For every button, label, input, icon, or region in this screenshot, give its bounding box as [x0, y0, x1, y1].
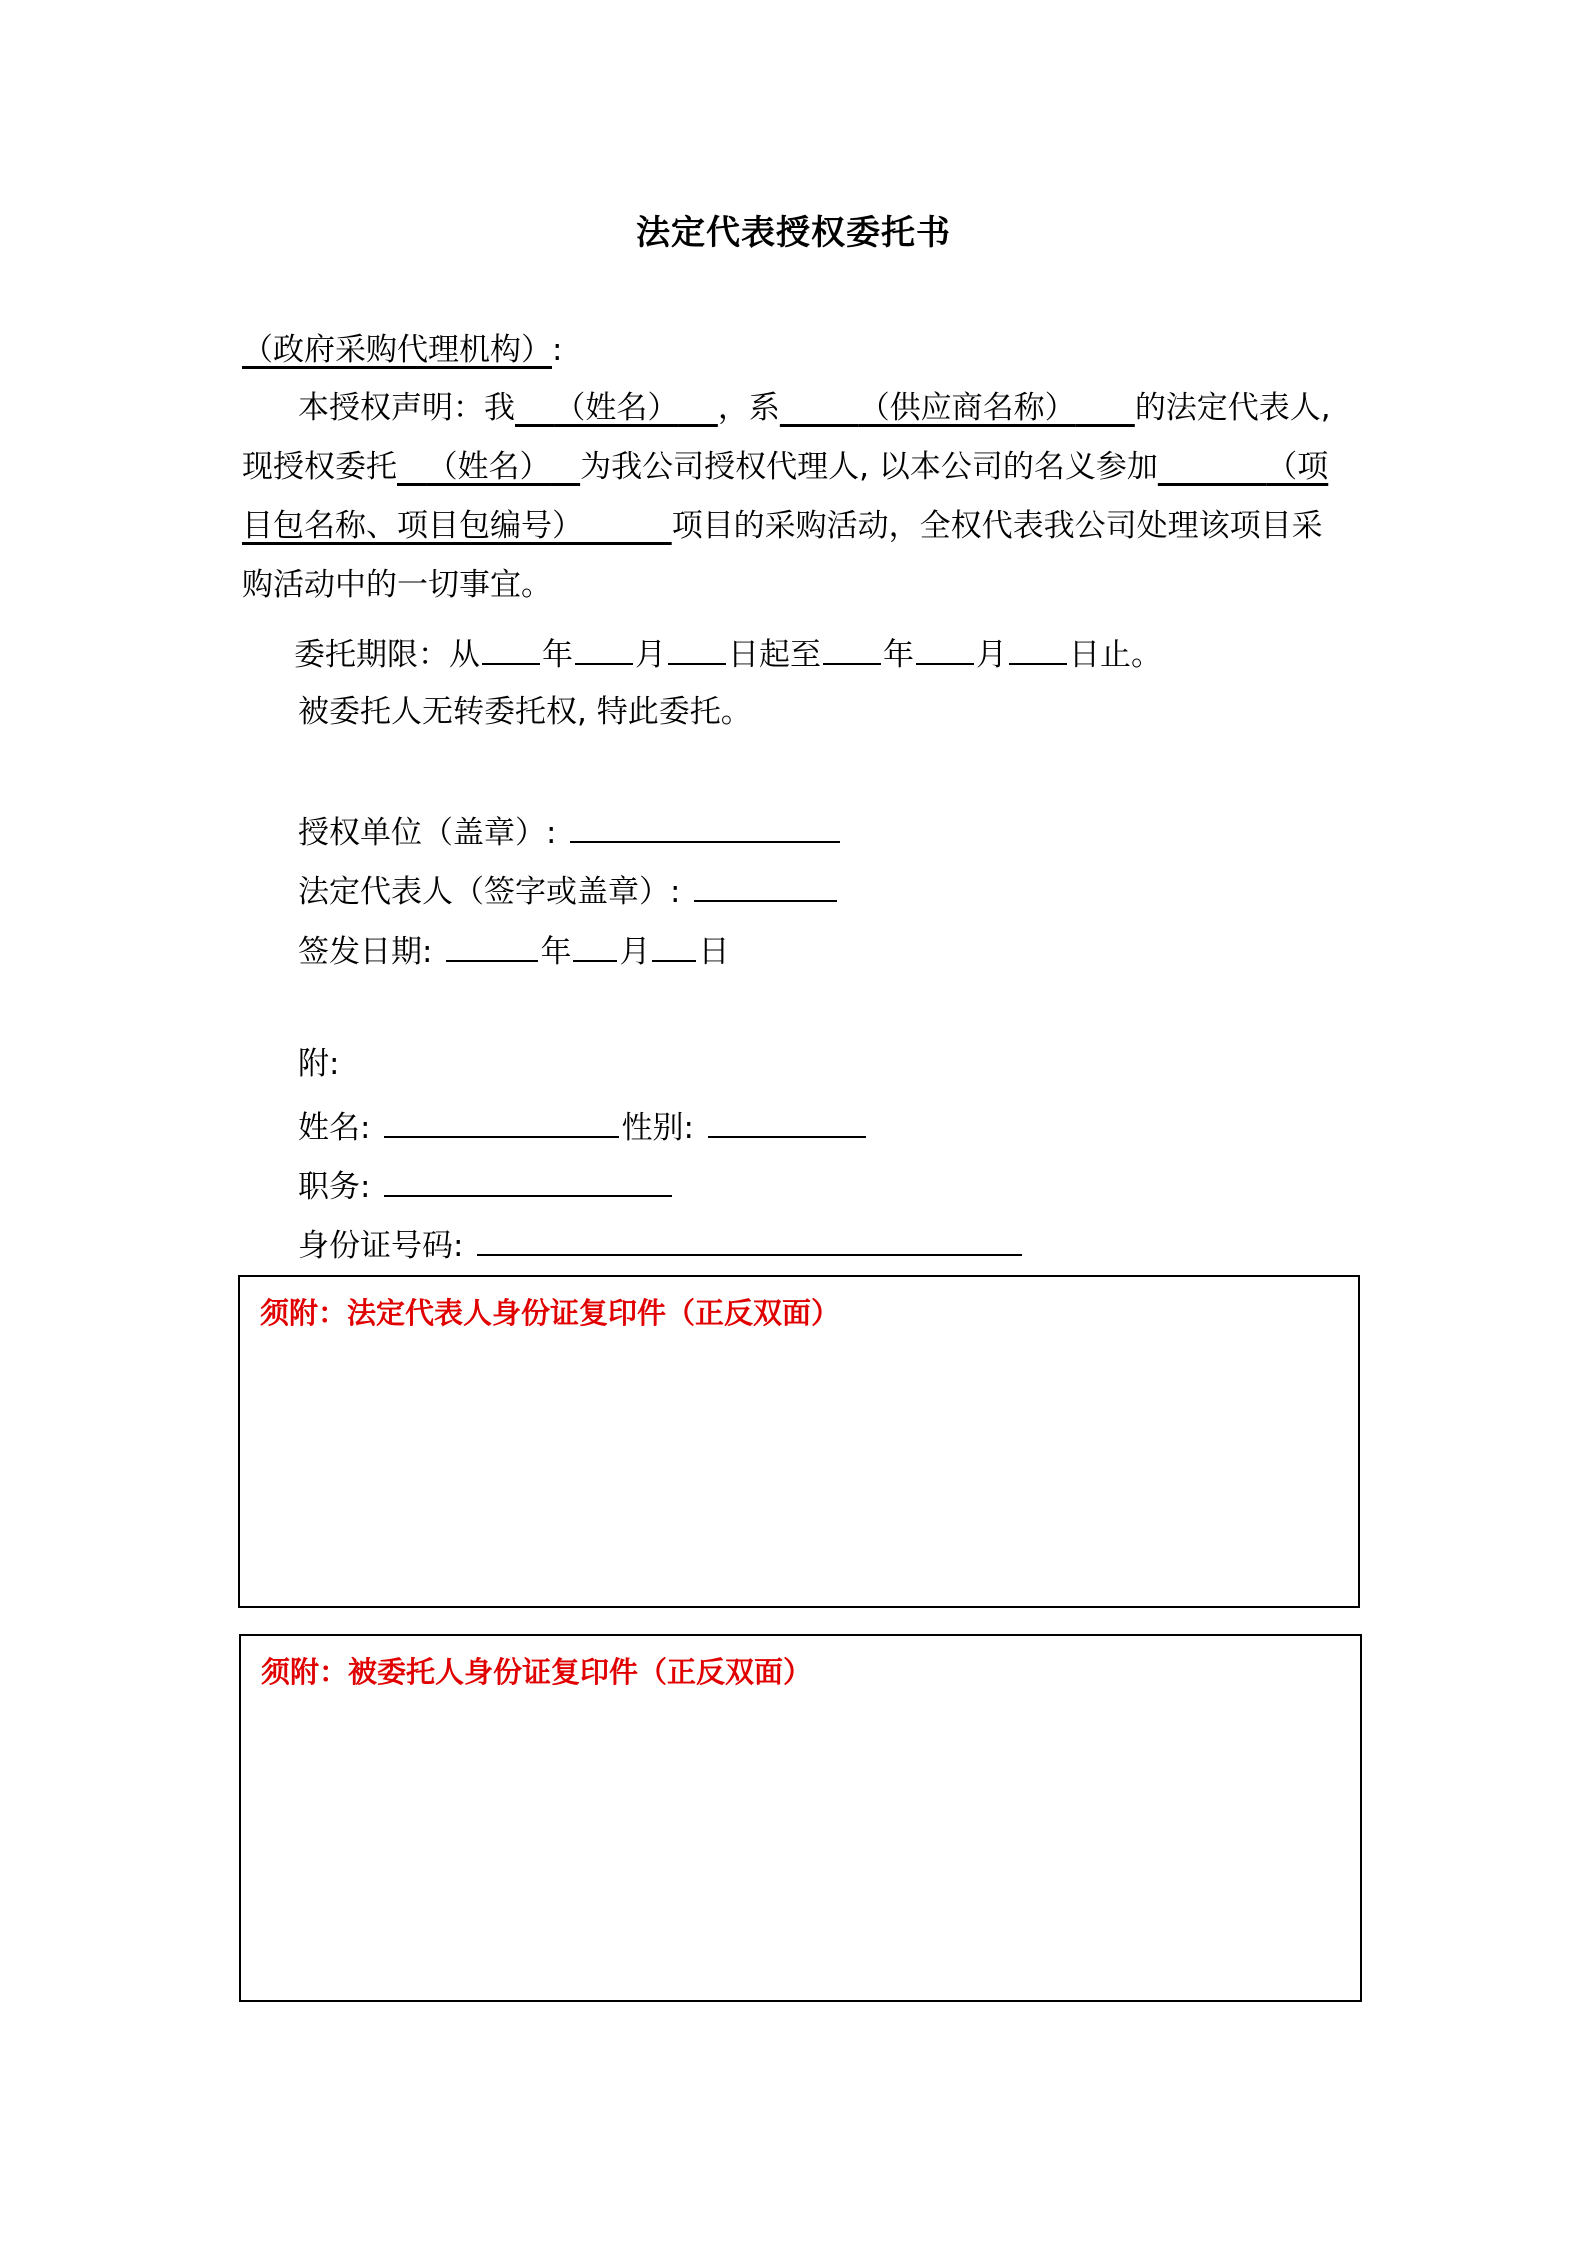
agent-name-field: （姓名）: [426, 449, 551, 485]
statement-line-2: [242, 447, 1328, 487]
name-gender-line: [298, 1104, 868, 1148]
issue-month: 月: [619, 934, 651, 970]
project-field-part1: （项: [1266, 449, 1329, 485]
statement-line-4: 购活动中的一切事宜。: [242, 567, 552, 603]
attachment-heading: 附:: [298, 1046, 340, 1082]
project-field-part2: 目包名称、项目包编号）: [242, 508, 583, 544]
name-label: 姓名:: [298, 1110, 371, 1146]
grantor-name-field: （姓名）: [554, 390, 679, 426]
term-line: [294, 631, 1162, 675]
statement-prefix: 本授权声明：我: [298, 390, 515, 426]
addressee-colon: :: [552, 332, 563, 368]
term-year2: 年: [883, 637, 914, 673]
term-from-year-blank[interactable]: [482, 631, 540, 665]
statement-line-3: [242, 506, 1323, 546]
supplier-name-field: （供应商名称）: [858, 390, 1076, 426]
issue-year: 年: [540, 934, 572, 970]
issue-day-blank[interactable]: [652, 928, 696, 962]
legal-rep-text: 的法定代表人,: [1134, 390, 1331, 426]
addressee: （政府采购代理机构）: [242, 332, 552, 368]
issue-date-line: [298, 928, 729, 972]
issue-year-blank[interactable]: [446, 928, 538, 962]
no-transfer-line: 被委托人无转委托权, 特此委托。: [298, 694, 752, 730]
document-title: 法定代表授权委托书: [636, 213, 951, 253]
term-year: 年: [542, 637, 573, 673]
addressee-line: [242, 330, 562, 370]
term-to-month-blank[interactable]: [916, 631, 974, 665]
position-line: [298, 1163, 674, 1207]
term-from-month-blank[interactable]: [575, 631, 633, 665]
statement-comma: ，系: [717, 390, 780, 426]
term-month2: 月: [976, 637, 1007, 673]
position-label: 职务:: [298, 1169, 371, 1205]
term-day-from: 日起至: [728, 637, 821, 673]
id-number-label: 身份证号码:: [298, 1228, 464, 1264]
legal-rep-id-copy-box: [238, 1275, 1360, 1608]
term-prefix: 委托期限：从: [294, 637, 480, 673]
gender-label: 性别:: [621, 1110, 694, 1146]
id-number-blank[interactable]: [477, 1222, 1022, 1256]
term-from-day-blank[interactable]: [668, 631, 726, 665]
agent-id-copy-box: [239, 1634, 1362, 2002]
line2-mid: 为我公司授权代理人, 以本公司的名义参加: [580, 449, 1158, 485]
legal-rep-sign-line: [298, 868, 839, 912]
line2-prefix: 现授权委托: [242, 449, 397, 485]
term-to-year-blank[interactable]: [823, 631, 881, 665]
unit-seal-line: [298, 809, 842, 853]
issue-date-label: 签发日期:: [298, 934, 433, 970]
statement-line-1: [298, 388, 1331, 428]
issue-day: 日: [698, 934, 730, 970]
unit-seal-label: 授权单位（盖章）:: [298, 815, 557, 851]
legal-rep-sign-blank[interactable]: [694, 868, 837, 902]
legal-rep-sign-label: 法定代表人（签字或盖章）:: [298, 874, 681, 910]
issue-month-blank[interactable]: [573, 928, 617, 962]
name-blank[interactable]: [384, 1104, 619, 1138]
line3-suffix: 项目的采购活动，全权代表我公司处理该项目采: [671, 508, 1323, 544]
unit-seal-blank[interactable]: [570, 809, 840, 843]
term-month: 月: [635, 637, 666, 673]
id-number-line: [298, 1222, 1024, 1266]
gender-blank[interactable]: [708, 1104, 866, 1138]
term-to-day-blank[interactable]: [1009, 631, 1067, 665]
position-blank[interactable]: [384, 1163, 672, 1197]
agent-id-copy-label: 须附：被委托人身份证复印件（正反双面）: [261, 1655, 813, 1689]
legal-rep-id-copy-label: 须附：法定代表人身份证复印件（正反双面）: [260, 1296, 841, 1330]
term-day-to: 日止。: [1069, 637, 1162, 673]
